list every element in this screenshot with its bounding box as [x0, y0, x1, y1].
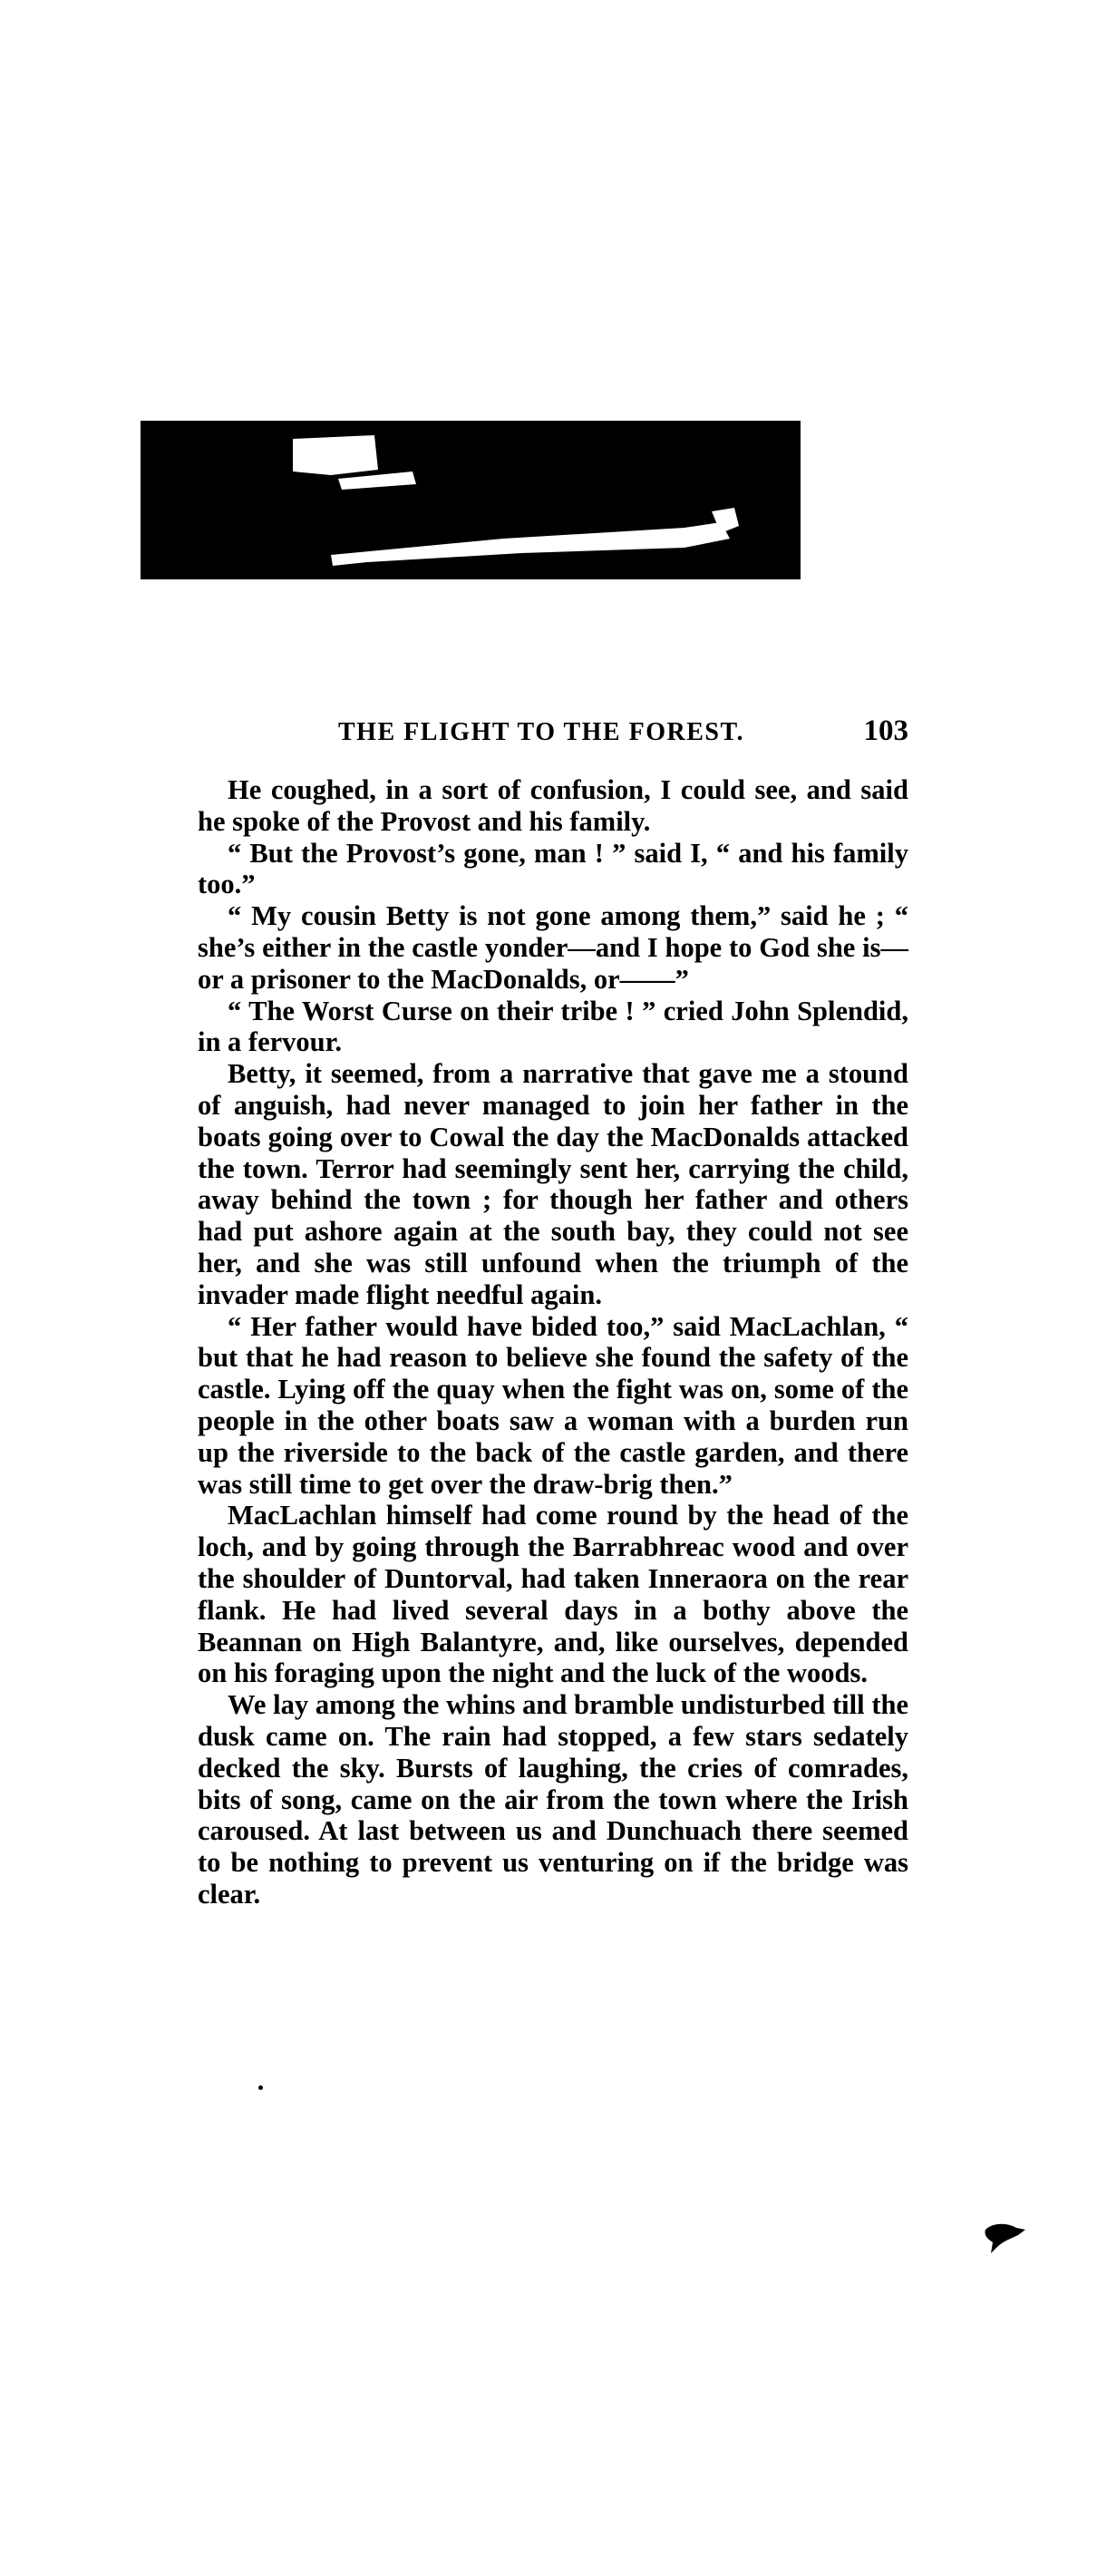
ink-block-marks — [141, 421, 801, 579]
ink-speck — [258, 2085, 263, 2090]
paragraph: He coughed, in a sort of confusion, I could see, and said he spoke of the Provost and his family. — [198, 774, 908, 837]
paragraph: “ The Worst Curse on their tribe ! ” cried John Splendid, in a fervour. — [198, 995, 908, 1058]
paragraph: MacLachlan himself had come round by the head of the loch, and by going through the Barrabhreac wood and over the shoulder of Duntorval, had taken Inneraora on the rear flank. He had lived several days in a bothy above the Beannan on High Balantyre, and, like ourselves, depended on his foraging upon the night and the luck of the woods. — [198, 1500, 908, 1689]
ink-blot-icon — [984, 2219, 1027, 2255]
body-text — [198, 774, 908, 1910]
page-number: 103 — [863, 714, 908, 747]
white-mark-upper — [293, 435, 378, 475]
paragraph: We lay among the whins and bramble undisturbed till the dusk came on. The rain had stopped, a few stars sedately decked the sky. Bursts of laughing, the cries of comrades, bits of song, came on the air from the town where the Irish caroused. At last between us and Dunchuach there seemed to be nothing to prevent us venturing on if the bridge was clear. — [198, 1689, 908, 1910]
paragraph: “ My cousin Betty is not gone among them,” said he ; “ she’s either in the castle yonder—and I hope to God she is—or a prisoner to the MacDonalds, or——” — [198, 900, 908, 995]
paragraph: Betty, it seemed, from a narrative that gave me a stound of anguish, had never managed to join her father in the boats going over to Cowal the day the MacDonalds attacked the town. Terror had seemingly sent her, carrying the child, away behind the town ; for though her father and others had put ashore again at the south bay, they could not see her, and she was still unfound when the triumph of the invader made flight needful again. — [198, 1058, 908, 1310]
paragraph: “ But the Provost’s gone, man ! ” said I, “ and his family too.” — [198, 837, 908, 900]
running-head: THE FLIGHT TO THE FOREST. — [338, 718, 745, 746]
white-mark-middle — [338, 471, 416, 490]
white-streak-lower — [331, 522, 730, 566]
page-header — [198, 711, 908, 756]
ink-blot-mark — [984, 2219, 1027, 2260]
black-ink-block — [141, 421, 801, 579]
paragraph: “ Her father would have bided too,” said MacLachlan, “ but that he had reason to believe she found the safety of the castle. Lying off the quay when the fight was on, some of the people in the other boats saw a woman with a burden run up the riverside to the back of the castle garden, and there was still time to get over the draw-brig then.” — [198, 1310, 908, 1500]
